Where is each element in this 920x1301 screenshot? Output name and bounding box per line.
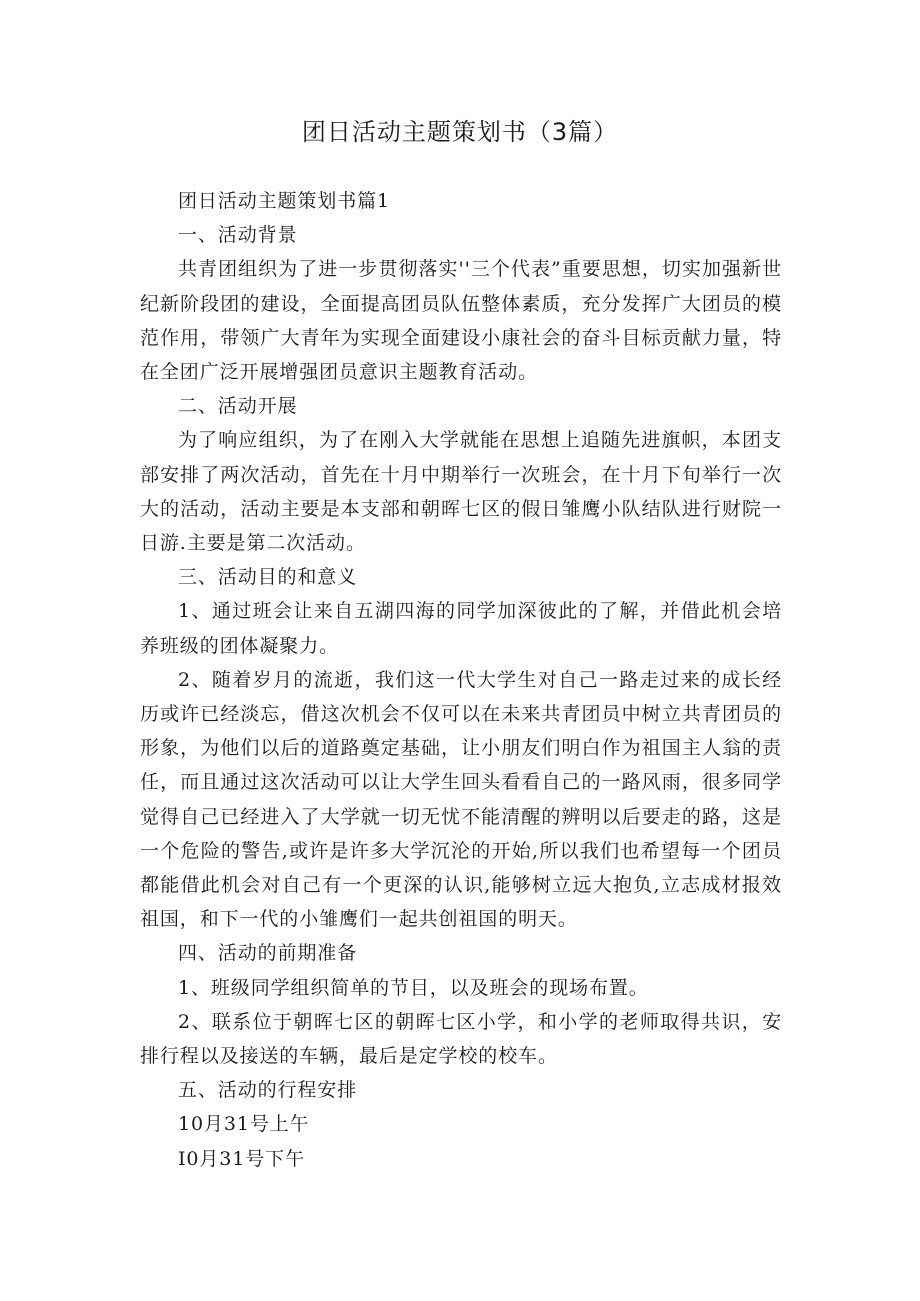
body-paragraph: 1、班级同学组织简单的节目，以及班会的现场布置。 bbox=[178, 976, 649, 999]
schedule-item: I0月31号下午 bbox=[178, 1147, 305, 1170]
section-heading: 四、活动的前期准备 bbox=[178, 942, 358, 965]
section-heading: 一、活动背景 bbox=[178, 224, 298, 247]
body-paragraph: 2、随着岁月的流逝，我们这一代大学生对自己一路走过来的成长经历或许已经淡忘，借这次机会不仅可以在未来共青团员中树立共青团员的形象，为他们以后的道路奠定基础，让小朋友们明白作为祖国主人翁的责任，而且通过这次活动可以让大学生回头看看自己的一路风雨，很多同学觉得自己已经进入了大学就一切无忧不能清醒的辨明以后要走的路，这是一个危险的警告,或许是许多大学沉沦的开始,所以我们也希望每一个团员都能借此机会对自己有一个更深的认识,能够树立远大抱负,立志成材报效祖国，和下一代的小雏鹰们一起共创祖国的明天。 bbox=[140, 668, 782, 931]
document-title: 团日活动主题策划书（3篇） bbox=[301, 118, 619, 146]
document-body bbox=[140, 184, 782, 1176]
section-heading: 二、活动开展 bbox=[178, 395, 298, 418]
body-paragraph: 为了响应组织，为了在刚入大学就能在思想上追随先进旗帜，本团支部安排了两次活动，首先在十月中期举行一次班会，在十月下旬举行一次大的活动，活动主要是本支部和朝晖七区的假日雏鹰小队结队进行财院一日游.主要是第二次活动。 bbox=[140, 429, 782, 555]
section-heading: 团日活动主题策划书篇1 bbox=[178, 190, 390, 212]
section-heading: 三、活动目的和意义 bbox=[178, 566, 358, 589]
schedule-item: 10月31号上午 bbox=[178, 1113, 310, 1136]
body-paragraph: 共青团组织为了进一步贯彻落实''三个代表”重要思想，切实加强新世纪新阶段团的建设，全面提高团员队伍整体素质，充分发挥广大团员的模范作用，带领广大青年为实现全面建设小康社会的奋斗目标贡献力量，特在全团广泛开展增强团员意识主题教育活动。 bbox=[140, 258, 782, 384]
section-heading: 五、活动的行程安排 bbox=[178, 1079, 358, 1102]
body-paragraph: 1、通过班会让来自五湖四海的同学加深彼此的了解，并借此机会培养班级的团体凝聚力。 bbox=[140, 600, 782, 657]
body-paragraph: 2、联系位于朝晖七区的朝晖七区小学，和小学的老师取得共识，安排行程以及接送的车辆，最后是定学校的校车。 bbox=[140, 1010, 782, 1068]
